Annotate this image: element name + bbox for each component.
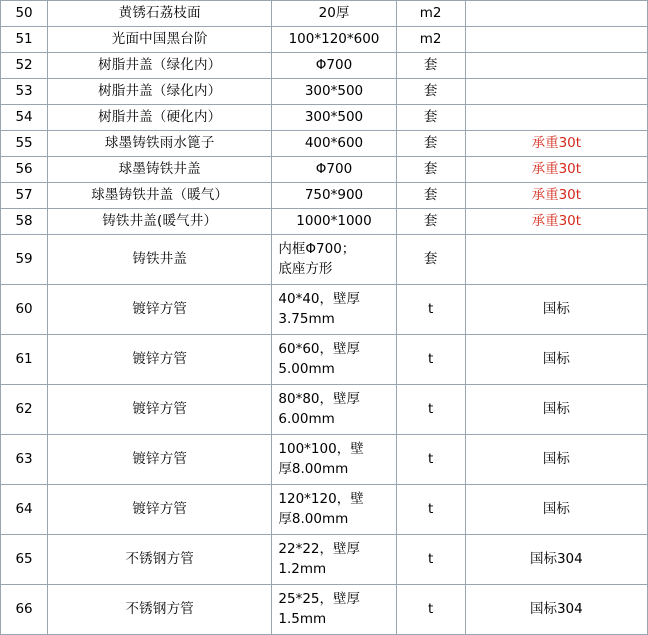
cell-index[interactable]: 50 (1, 1, 48, 27)
cell-note[interactable]: 国标 (465, 435, 647, 485)
cell-name[interactable]: 球墨铸铁井盖 (48, 157, 272, 183)
cell-note[interactable]: 国标 (465, 385, 647, 435)
cell-unit[interactable]: 套 (396, 105, 465, 131)
table-row[interactable] (1, 285, 648, 335)
cell-note[interactable]: 国标304 (465, 585, 647, 635)
cell-index[interactable]: 53 (1, 79, 48, 105)
cell-unit[interactable]: 套 (396, 53, 465, 79)
cell-note[interactable] (465, 1, 647, 27)
table-row[interactable] (1, 535, 648, 585)
cell-spec[interactable]: 100*100，壁 厚8.00mm (272, 435, 396, 485)
table-row[interactable] (1, 105, 648, 131)
cell-unit[interactable]: 套 (396, 183, 465, 209)
cell-note[interactable]: 承重30t (465, 131, 647, 157)
cell-name[interactable]: 镀锌方管 (48, 485, 272, 535)
table-row[interactable] (1, 385, 648, 435)
cell-note[interactable] (465, 53, 647, 79)
cell-spec[interactable]: 60*60，壁厚 5.00mm (272, 335, 396, 385)
table-row[interactable] (1, 157, 648, 183)
cell-name[interactable]: 光面中国黑台阶 (48, 27, 272, 53)
cell-spec[interactable]: 80*80，壁厚 6.00mm (272, 385, 396, 435)
table-row[interactable] (1, 53, 648, 79)
cell-name[interactable]: 树脂井盖（硬化内） (48, 105, 272, 131)
cell-index[interactable]: 63 (1, 435, 48, 485)
cell-index[interactable]: 54 (1, 105, 48, 131)
cell-name[interactable]: 黄锈石荔枝面 (48, 1, 272, 27)
cell-note[interactable] (465, 27, 647, 53)
cell-name[interactable]: 不锈钢方管 (48, 585, 272, 635)
table-row[interactable] (1, 131, 648, 157)
table-row[interactable] (1, 585, 648, 635)
cell-spec[interactable]: 25*25，壁厚 1.5mm (272, 585, 396, 635)
cell-spec[interactable]: Φ700 (272, 53, 396, 79)
cell-spec[interactable]: Φ700 (272, 157, 396, 183)
cell-name[interactable]: 镀锌方管 (48, 385, 272, 435)
cell-unit[interactable]: t (396, 385, 465, 435)
cell-spec[interactable]: 22*22，壁厚 1.2mm (272, 535, 396, 585)
cell-name[interactable]: 铸铁井盖(暖气井） (48, 209, 272, 235)
cell-unit[interactable]: 套 (396, 157, 465, 183)
cell-spec[interactable]: 100*120*600 (272, 27, 396, 53)
cell-index[interactable]: 55 (1, 131, 48, 157)
table-row[interactable] (1, 435, 648, 485)
cell-note[interactable]: 国标304 (465, 535, 647, 585)
cell-unit[interactable]: t (396, 435, 465, 485)
cell-unit[interactable]: m2 (396, 1, 465, 27)
cell-note[interactable] (465, 79, 647, 105)
cell-name[interactable]: 镀锌方管 (48, 335, 272, 385)
cell-index[interactable]: 66 (1, 585, 48, 635)
cell-unit[interactable]: 套 (396, 235, 465, 285)
cell-index[interactable]: 57 (1, 183, 48, 209)
cell-note[interactable]: 承重30t (465, 157, 647, 183)
cell-spec[interactable]: 内框Φ700； 底座方形 (272, 235, 396, 285)
cell-spec[interactable]: 750*900 (272, 183, 396, 209)
cell-index[interactable]: 62 (1, 385, 48, 435)
cell-unit[interactable]: t (396, 535, 465, 585)
cell-unit[interactable]: 套 (396, 209, 465, 235)
cell-spec[interactable]: 20厚 (272, 1, 396, 27)
table-row[interactable] (1, 1, 648, 27)
cell-index[interactable]: 51 (1, 27, 48, 53)
cell-name[interactable]: 树脂井盖（绿化内） (48, 53, 272, 79)
cell-note[interactable]: 承重30t (465, 183, 647, 209)
cell-note[interactable]: 国标 (465, 485, 647, 535)
cell-index[interactable]: 61 (1, 335, 48, 385)
cell-name[interactable]: 球墨铸铁井盖（暖气） (48, 183, 272, 209)
cell-name[interactable]: 镀锌方管 (48, 435, 272, 485)
table-row[interactable] (1, 485, 648, 535)
cell-index[interactable]: 64 (1, 485, 48, 535)
cell-spec[interactable]: 1000*1000 (272, 209, 396, 235)
cell-spec[interactable]: 400*600 (272, 131, 396, 157)
cell-index[interactable]: 58 (1, 209, 48, 235)
cell-note[interactable] (465, 235, 647, 285)
cell-note[interactable]: 承重30t (465, 209, 647, 235)
table-row[interactable] (1, 79, 648, 105)
cell-name[interactable]: 铸铁井盖 (48, 235, 272, 285)
cell-index[interactable]: 56 (1, 157, 48, 183)
cell-index[interactable]: 52 (1, 53, 48, 79)
cell-unit[interactable]: t (396, 585, 465, 635)
cell-spec[interactable]: 40*40，壁厚 3.75mm (272, 285, 396, 335)
cell-name[interactable]: 树脂井盖（绿化内） (48, 79, 272, 105)
cell-unit[interactable]: 套 (396, 131, 465, 157)
table-body (1, 1, 648, 635)
cell-index[interactable]: 59 (1, 235, 48, 285)
cell-index[interactable]: 65 (1, 535, 48, 585)
cell-unit[interactable]: 套 (396, 79, 465, 105)
cell-spec[interactable]: 300*500 (272, 105, 396, 131)
cell-spec[interactable]: 300*500 (272, 79, 396, 105)
cell-unit[interactable]: t (396, 285, 465, 335)
table-row[interactable] (1, 335, 648, 385)
cell-name[interactable]: 不锈钢方管 (48, 535, 272, 585)
cell-note[interactable]: 国标 (465, 335, 647, 385)
cell-unit[interactable]: t (396, 335, 465, 385)
cell-note[interactable] (465, 105, 647, 131)
cell-unit[interactable]: m2 (396, 27, 465, 53)
cell-name[interactable]: 镀锌方管 (48, 285, 272, 335)
table-row[interactable] (1, 209, 648, 235)
table-row[interactable] (1, 235, 648, 285)
cell-index[interactable]: 60 (1, 285, 48, 335)
table-row[interactable] (1, 27, 648, 53)
cell-unit[interactable]: t (396, 485, 465, 535)
cell-name[interactable]: 球墨铸铁雨水篦子 (48, 131, 272, 157)
cell-spec[interactable]: 120*120，壁 厚8.00mm (272, 485, 396, 535)
cell-note[interactable]: 国标 (465, 285, 647, 335)
table-row[interactable] (1, 183, 648, 209)
